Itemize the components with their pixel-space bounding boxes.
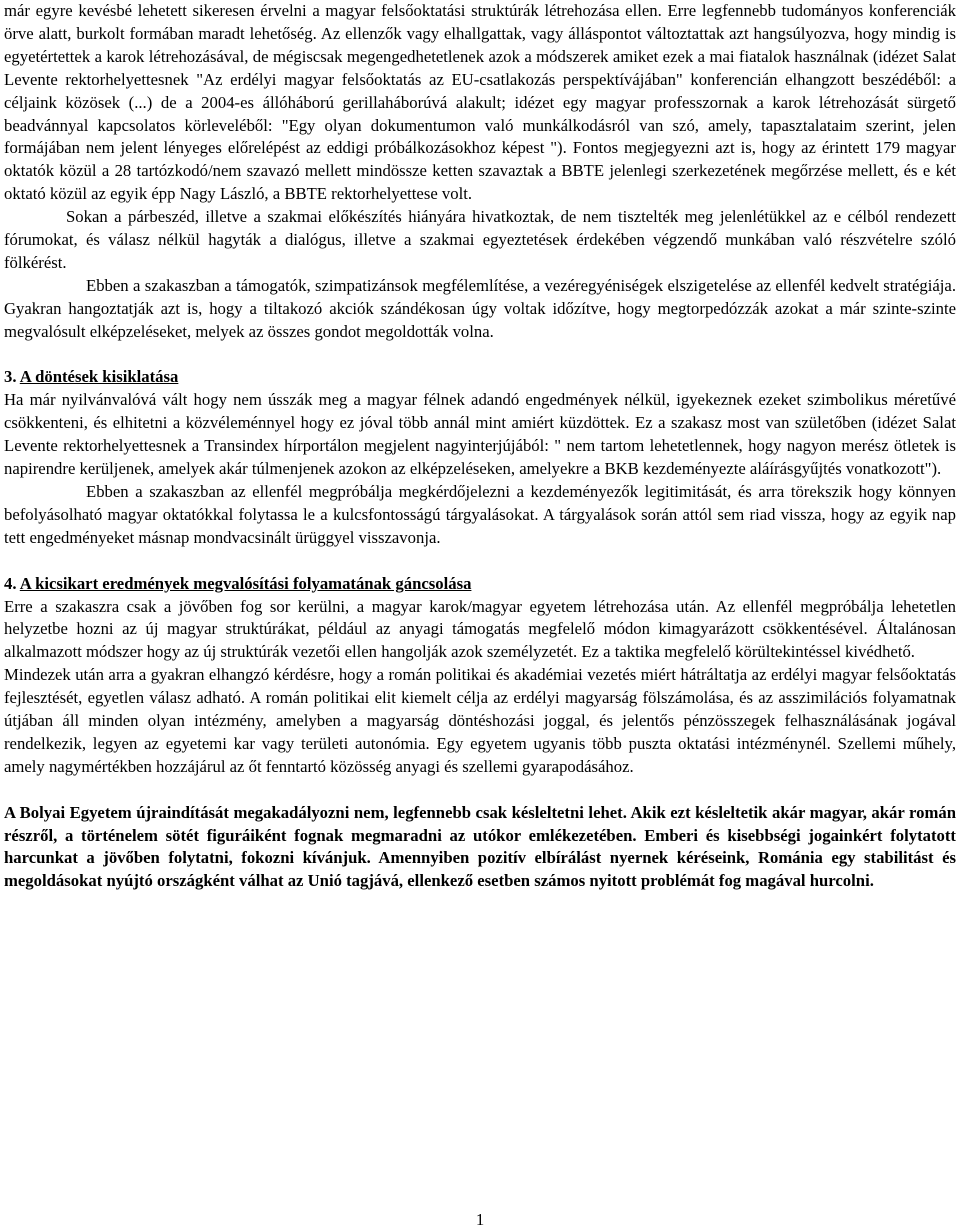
paragraph-3: Ebben a szakaszban a támogatók, szimpatizánsok megfélemlítése, a vezéregyéniségek elszigetelése az ellenfél kedvelt stratégiája. Gyakran hangoztatják azt is, hogy a tiltakozó akciók szándékosan úgy voltak időzítve, hogy megtorpedózzák azokat a már szinte-szinte megvalósult elképzeléseket, melyek az összes gondot megoldották volna. <box>4 275 956 341</box>
spacer <box>4 344 956 367</box>
paragraph-4: Ha már nyilvánvalóvá vált hogy nem ússzák meg a magyar félnek adandó engedmények nélkül, igyekeznek ezeket szimbolikus méretűvé csökkenteni, és elhitetni a közvéleménnyel hogy ez jóval több annál mint amiért küzdöttek. Ez a szakasz most van születőben (idézet Salat Levente rektorhelyettesnek a Transindex hírportálon megjelent nagyinterjújából: " nem tartom lehetetlennek, hogy nagyon merész ötletek is napirendre kerüljenek, amelyek akár túlmenjenek azokon az elképzeléseken, amelyekre a BKB kezdeményezte aláírásgyűjtés vonatkozott"). <box>4 390 956 479</box>
section-heading-3 <box>4 366 956 389</box>
paragraph-7: Mindezek után arra a gyakran elhangzó kérdésre, hogy a román politikai és akadémiai vezetés miért hátráltatja az erdélyi magyar felsőoktatás fejlesztését, egyetlen válasz adható. A román politikai elit kiemelt célja az erdélyi magyarság fölszámolása, és az asszimilációs folyamatnak útjában áll minden olyan intézmény, amelyben a magyarság döntéshozási joggal, és jelentős pénzösszegek felhasználásának jogával rendelkezik, legyen az egyetemi kar vagy területi autonómia. Egy egyetem ugyanis több puszta oktatási intézménynél. Szellemi műhely, amely nagymértékben hozzájárul az őt fenntartó közösség anyagi és szellemi gyarapodásához. <box>4 665 956 776</box>
paragraph-6: Erre a szakaszra csak a jövőben fog sor kerülni, a magyar karok/magyar egyetem létrehozása után. Az ellenfél megpróbálja lehetetlen helyzetbe hozni az új magyar struktúrákat, például az anyagi támogatás megfelelő módon kimagyarázott csökkentésével. Általánosan alkalmazott módszer hogy az új struktúrák vezetői ellen hangolják azok személyzetét. Ez a taktika megfelelő körültekintéssel kivédhető. <box>4 596 956 662</box>
section-title-3: A döntések kisiklatása <box>19 367 179 387</box>
paragraph-5: Ebben a szakaszban az ellenfél megpróbálja megkérdőjelezni a kezdeményezők legitimitását, és arra törekszik hogy könnyen befolyásolható magyar oktatókkal folytassa le a kulcsfontosságú tárgyalásokat. A tárgyalások során attól sem riad vissza, hogy az egyik nap tett engedményeket másnap mondvacsinált ürüggyel visszavonja. <box>4 482 956 547</box>
paragraph-2: Sokan a párbeszéd, illetve a szakmai előkészítés hiányára hivatkoztak, de nem tisztelték meg jelenlétükkel az e célból rendezett fórumokat, és válasz nélkül hagyták a dialógus, illetve a szakmai egyeztetések érdekében végzendő munkában való részvételre szóló fölkérést. <box>4 207 956 272</box>
section-number-4: 4. <box>4 573 20 593</box>
spacer <box>4 550 956 573</box>
page-number: 1 <box>475 1210 485 1229</box>
spacer <box>4 779 956 802</box>
document-page <box>4 0 956 893</box>
closing-paragraph: A Bolyai Egyetem újraindítását megakadályozni nem, legfennebb csak késleltetni lehet. Akik ezt késleltetik akár magyar, akár román részről, a történelem sötét figuráiként fognak megmaradni az utókor emlékezetében. Emberi és kisebbségi jogainkért folytatott harcunkat a jövőben folytatni, fokozni kívánjuk. Amennyiben pozitív elbírálást nyernek kéréseink, Románia egy stabilitást és megoldásokat nyújtó országként válhat az Unió tagjává, ellenkező esetben számos nyitott problémát fog magával hurcolni. <box>4 802 956 891</box>
section-number-3: 3. <box>4 367 20 387</box>
paragraph-1: már egyre kevésbé lehetett sikeresen érvelni a magyar felsőoktatási struktúrák létrehozása ellen. Erre legfennebb tudományos konferenciák örve alatt, burkolt formában maradt lehetőség. Az ellenzők vagy elhallgattak, vagy álláspontot változtattak azt hangsúlyozva, hogy mindig is egyetértettek a karok létrehozásával, de mégiscsak megengedhetetlenek azok a módszerek amiket ezek a mai fiatalok használnak (idézet Salat Levente rektorhelyettesnek "Az erdélyi magyar felsőoktatás az EU-csatlakozás perspektívájában" konferencián elhangzott beszédéből: a céljaink közösek (...) de a 2004-es állóháború gerillaháborúvá alakult; idézet egy magyar professzornak a karok létrehozását sürgető beadvánnyal kapcsolatos körleveléből: "Egy olyan dokumentumon való munkálkodásról van szó, amely, tapasztalataim szerint, jelen formájában nem jelent lényeges előrelépést az eddigi próbálkozásokhoz képest "). Fontos megjegyezni azt is, hogy az érintett 179 magyar oktatók közül a 28 tartózkodó/nem szavazó mellett mindössze ketten szavaztak a BBTE jelenlegi szerkezetének megőrzése mellett, és e két oktató közül az egyik épp Nagy László, a BBTE rektorhelyettese volt. <box>4 1 956 204</box>
section-heading-4 <box>4 573 956 596</box>
section-title-4: A kicsikart eredmények megvalósítási folyamatának gáncsolása <box>19 573 472 593</box>
